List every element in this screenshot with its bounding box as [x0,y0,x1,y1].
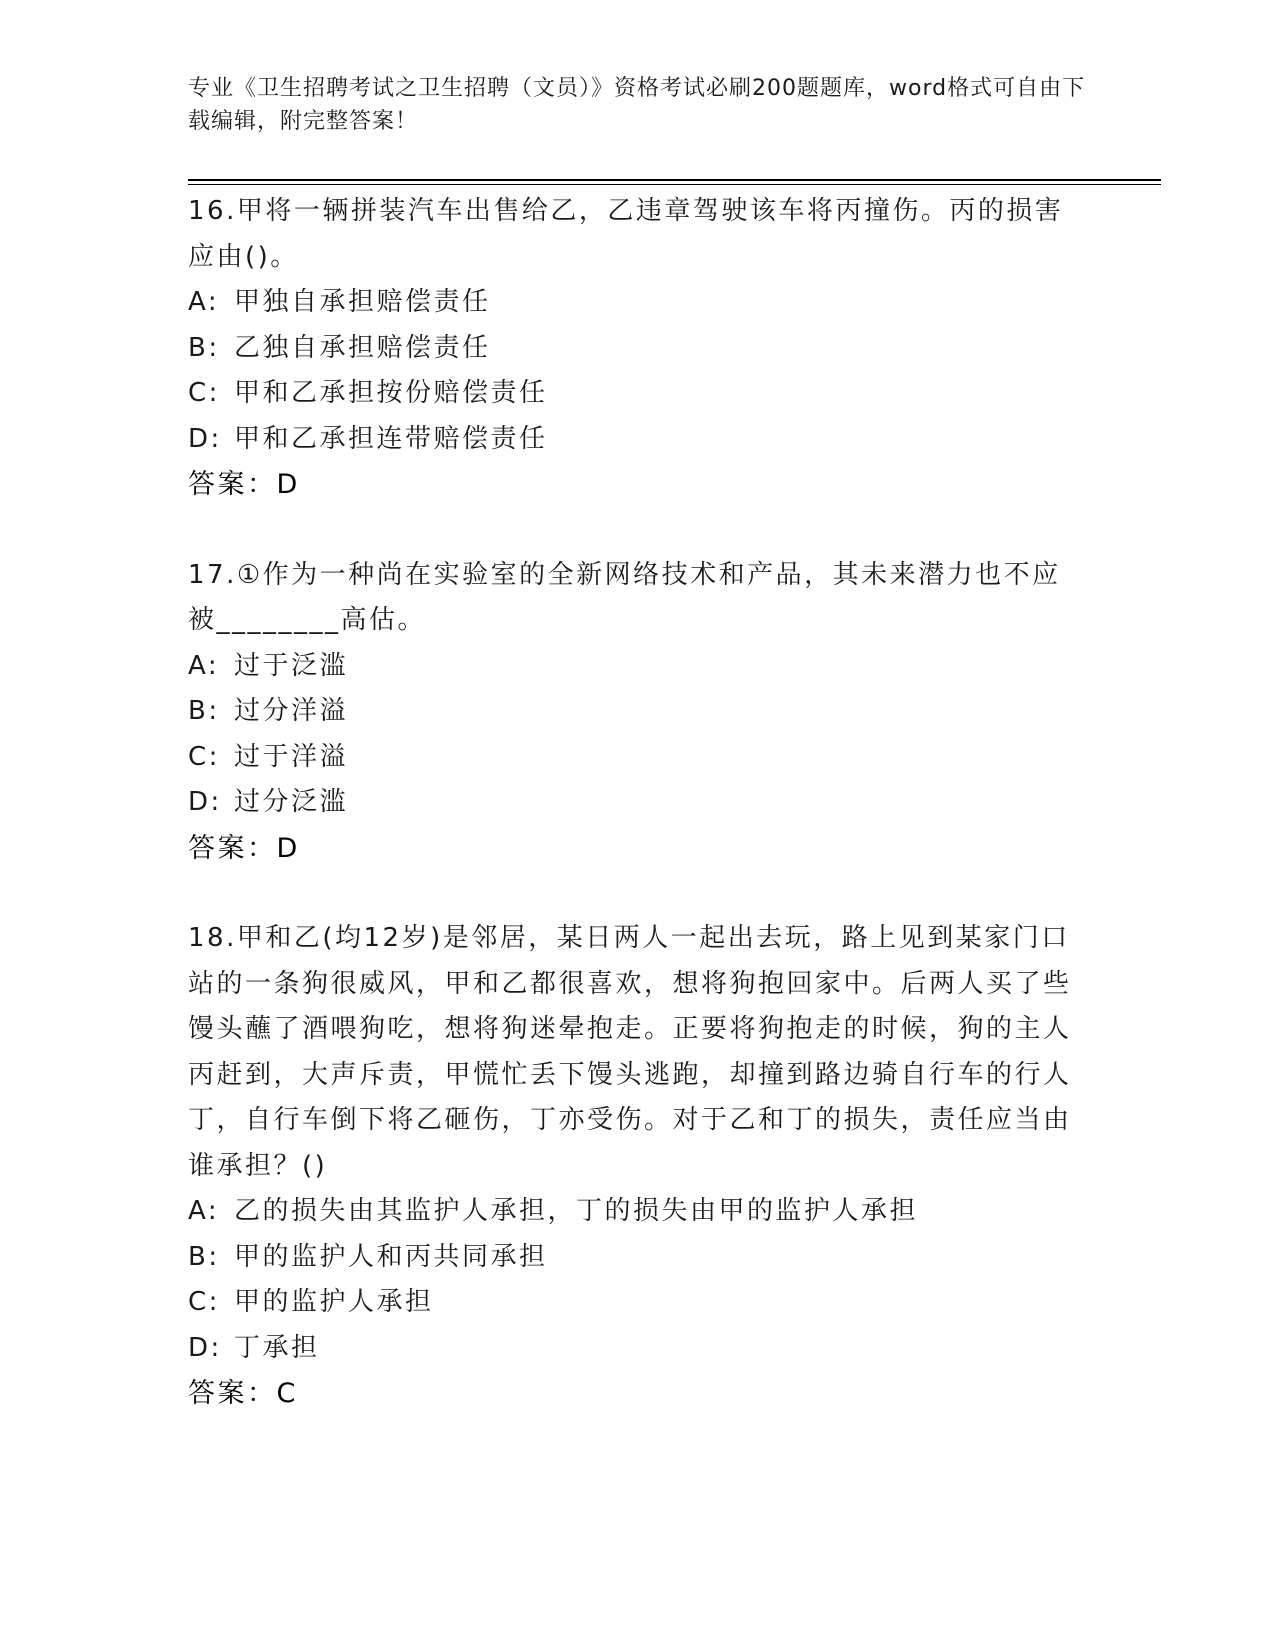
option-letter: D: [188,1332,222,1363]
option-text: 过分洋溢 [234,696,349,726]
option-b [188,689,1088,735]
option-letter: A: [188,650,220,681]
option-text: 乙独自承担赔偿责任 [234,332,491,363]
header-divider-thick [188,179,1161,181]
option-letter: B: [188,332,220,363]
option-text: 甲独自承担赔偿责任 [234,287,491,317]
option-text: 过于洋溢 [234,741,349,772]
option-letter: B: [188,1241,220,1272]
answer-line: 答案：C [188,1378,298,1409]
option-a [188,280,1088,326]
option-text: 甲的监护人承担 [234,1287,434,1317]
option-letter: C: [188,378,220,408]
option-a [188,644,1088,690]
question-stem: 18.甲和乙(均12岁)是邻居，某日两人一起出去玩，路上见到某家门口站的一条狗很威风，甲和乙都很喜欢，想将狗抱回家中。后两人买了些馒头蘸了酒喂狗吃，想将狗迷晕抱走。正要将狗抱走的时候，狗的主人丙赶到，大声斥责，甲慌忙丢下馒头逃跑，却撞到路边骑自行车的行人丁，自行车倒下将乙砸伤，丁亦受伤。对于乙和丁的损失，责任应当由谁承担？() [188,923,1072,1181]
option-text: 乙的损失由其监护人承担，丁的损失由甲的监护人承担 [234,1196,919,1226]
option-text: 丁承担 [234,1332,320,1363]
option-letter: C: [188,741,220,772]
option-letter: C: [188,1287,220,1317]
option-text: 甲的监护人和丙共同承担 [234,1241,548,1272]
option-text: 过分泛滥 [234,787,349,817]
question-18 [188,916,1088,1417]
question-spacer [188,508,1088,553]
option-c [188,1280,1088,1326]
option-b [188,326,1088,372]
option-letter: B: [188,696,220,726]
option-b [188,1235,1088,1281]
option-c [188,735,1088,781]
option-text: 甲和乙承担按份赔偿责任 [234,378,548,408]
header-divider-thin [188,184,1161,185]
answer-line: 答案：D [188,832,300,864]
question-stem: 16.甲将一辆拼装汽车出售给乙，乙违章驾驶该车将丙撞伤。丙的损害应由()。 [188,196,1064,272]
option-a [188,1189,1088,1235]
question-list [188,189,1088,1417]
option-letter: D: [188,423,222,454]
question-16 [188,189,1088,508]
answer-line: 答案：D [188,469,300,500]
option-letter: A: [188,1196,220,1226]
option-letter: A: [188,287,220,317]
option-c [188,371,1088,417]
question-17 [188,553,1088,872]
option-letter: D: [188,787,222,817]
option-text: 甲和乙承担连带赔偿责任 [234,423,548,454]
question-spacer [188,871,1088,916]
page-header: 专业《卫生招聘考试之卫生招聘（文员）》资格考试必刷200题题库，word格式可自由下载编辑，附完整答案！ [188,76,1086,134]
option-d [188,1326,1088,1372]
question-stem: 17.①作为一种尚在实验室的全新网络技术和产品，其未来潜力也不应被________高估。 [188,559,1061,635]
option-d [188,417,1088,463]
option-d [188,780,1088,826]
option-text: 过于泛滥 [234,650,349,681]
